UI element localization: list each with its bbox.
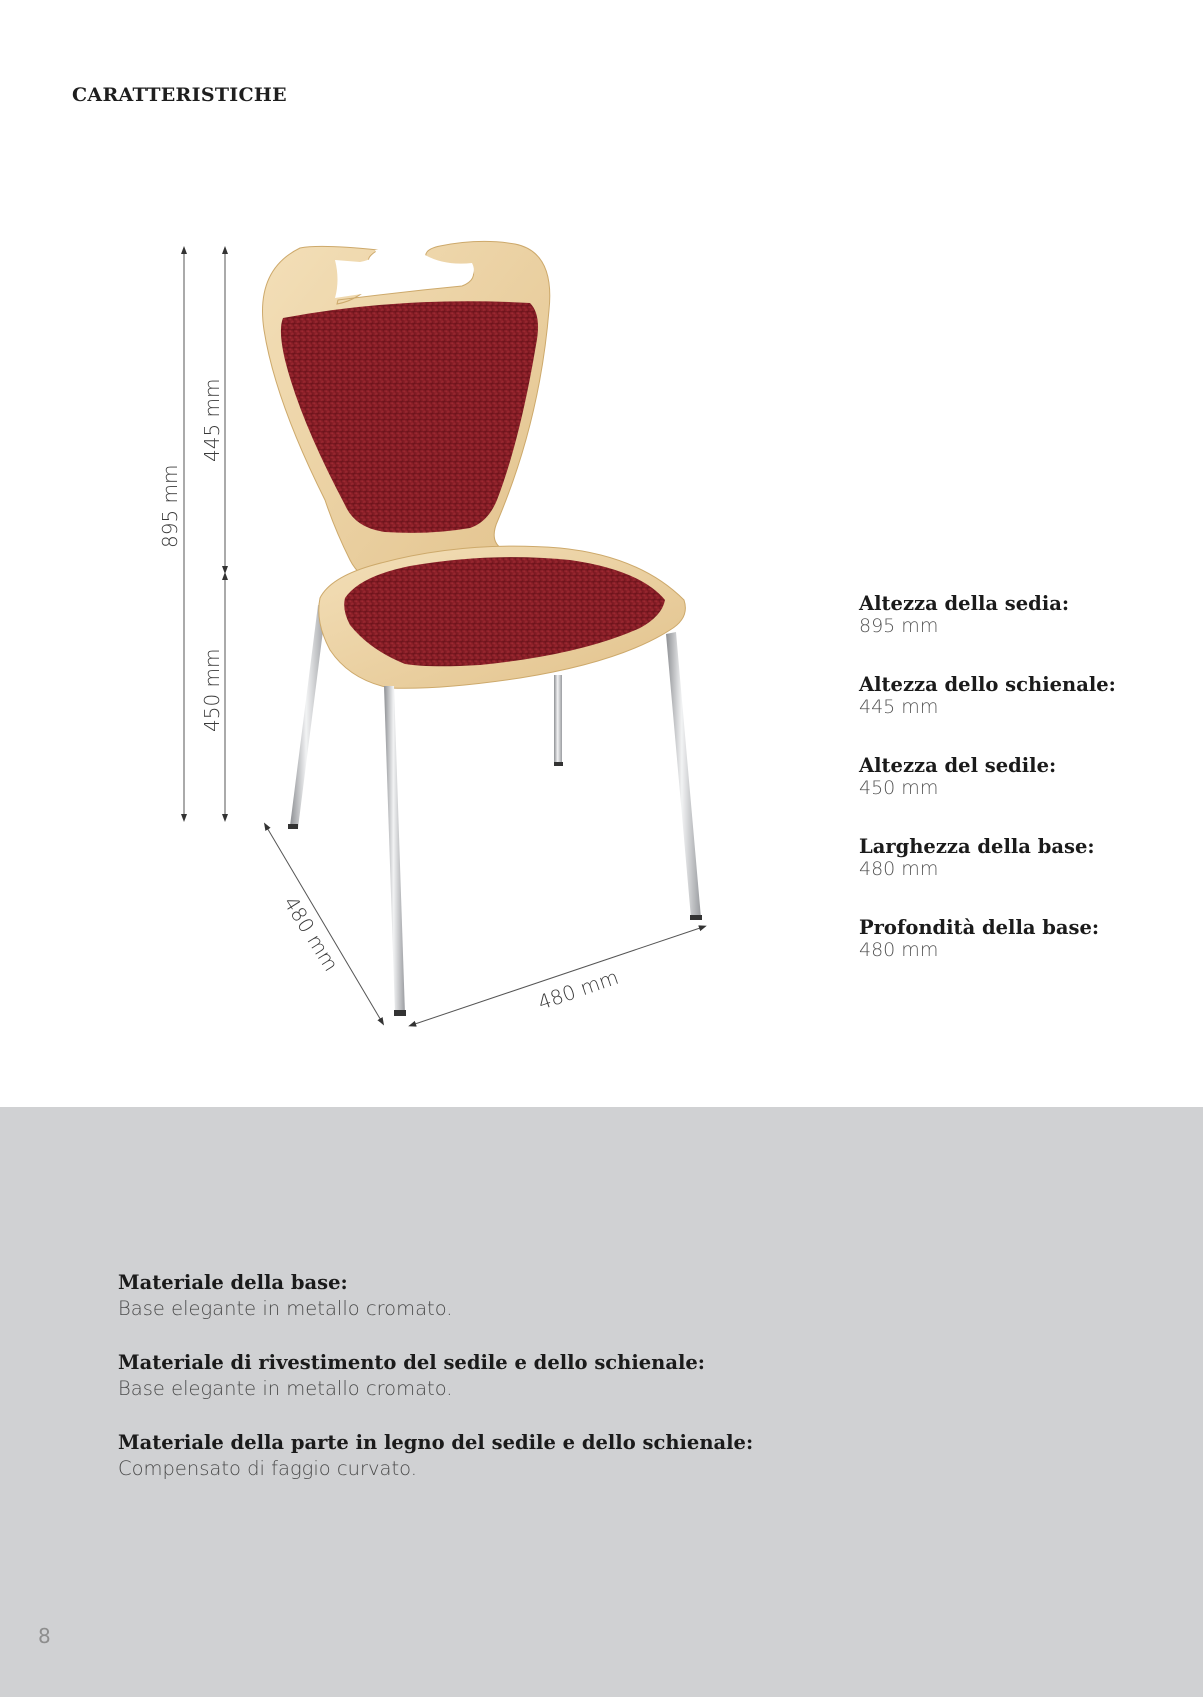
chair-image bbox=[263, 241, 703, 1016]
dimension-backrest-height bbox=[200, 250, 225, 570]
spec-value: 480 mm bbox=[859, 858, 939, 880]
chair-leg-front-right bbox=[666, 632, 701, 918]
material-value: Base elegante in metallo cromato. bbox=[118, 1297, 453, 1320]
material-item bbox=[118, 1350, 918, 1402]
spec-item bbox=[859, 754, 1189, 800]
dimension-base-depth bbox=[266, 826, 382, 1022]
material-item bbox=[118, 1270, 918, 1322]
material-value: Compensato di faggio curvato. bbox=[118, 1457, 417, 1480]
spec-item bbox=[859, 592, 1189, 638]
material-value: Base elegante in metallo cromato. bbox=[118, 1377, 453, 1400]
spec-label: Altezza dello schienale: bbox=[859, 673, 1116, 696]
dimension-label-backrest-height: 445 mm bbox=[200, 378, 224, 462]
material-item bbox=[118, 1430, 918, 1482]
material-label: Materiale di rivestimento del sedile e dello schienale: bbox=[118, 1351, 705, 1374]
page-heading: CARATTERISTICHE bbox=[72, 84, 287, 106]
dimension-label-total-height: 895 mm bbox=[158, 464, 182, 548]
page-number: 8 bbox=[38, 1624, 51, 1648]
material-label: Materiale della parte in legno del sedile e dello schienale: bbox=[118, 1431, 754, 1454]
spec-label: Profondità della base: bbox=[859, 916, 1100, 939]
dimension-total-height bbox=[158, 250, 184, 818]
spec-label: Altezza del sedile: bbox=[859, 754, 1057, 777]
chair-leg-front-left bbox=[384, 686, 405, 1014]
spec-value: 445 mm bbox=[859, 696, 939, 718]
spec-value: 895 mm bbox=[859, 615, 939, 637]
dimension-label-seat-height: 450 mm bbox=[200, 648, 224, 732]
dimension-seat-height bbox=[200, 576, 225, 818]
spec-item bbox=[859, 916, 1189, 962]
materials-list bbox=[118, 1270, 918, 1510]
spec-item bbox=[859, 835, 1189, 881]
chair-figure bbox=[0, 0, 760, 1060]
spec-item bbox=[859, 673, 1189, 719]
spec-label: Larghezza della base: bbox=[859, 835, 1095, 858]
spec-value: 480 mm bbox=[859, 939, 939, 961]
material-label: Materiale della base: bbox=[118, 1271, 348, 1294]
dimension-label-base-width: 480 mm bbox=[534, 964, 622, 1015]
spec-value: 450 mm bbox=[859, 777, 939, 799]
chair-leg-back-right bbox=[554, 675, 562, 765]
spec-list bbox=[859, 592, 1189, 997]
chair-leg-back-left bbox=[290, 605, 326, 828]
spec-label: Altezza della sedia: bbox=[859, 592, 1070, 615]
dimension-base-width bbox=[412, 927, 703, 1025]
dimension-label-base-depth: 480 mm bbox=[278, 891, 344, 976]
